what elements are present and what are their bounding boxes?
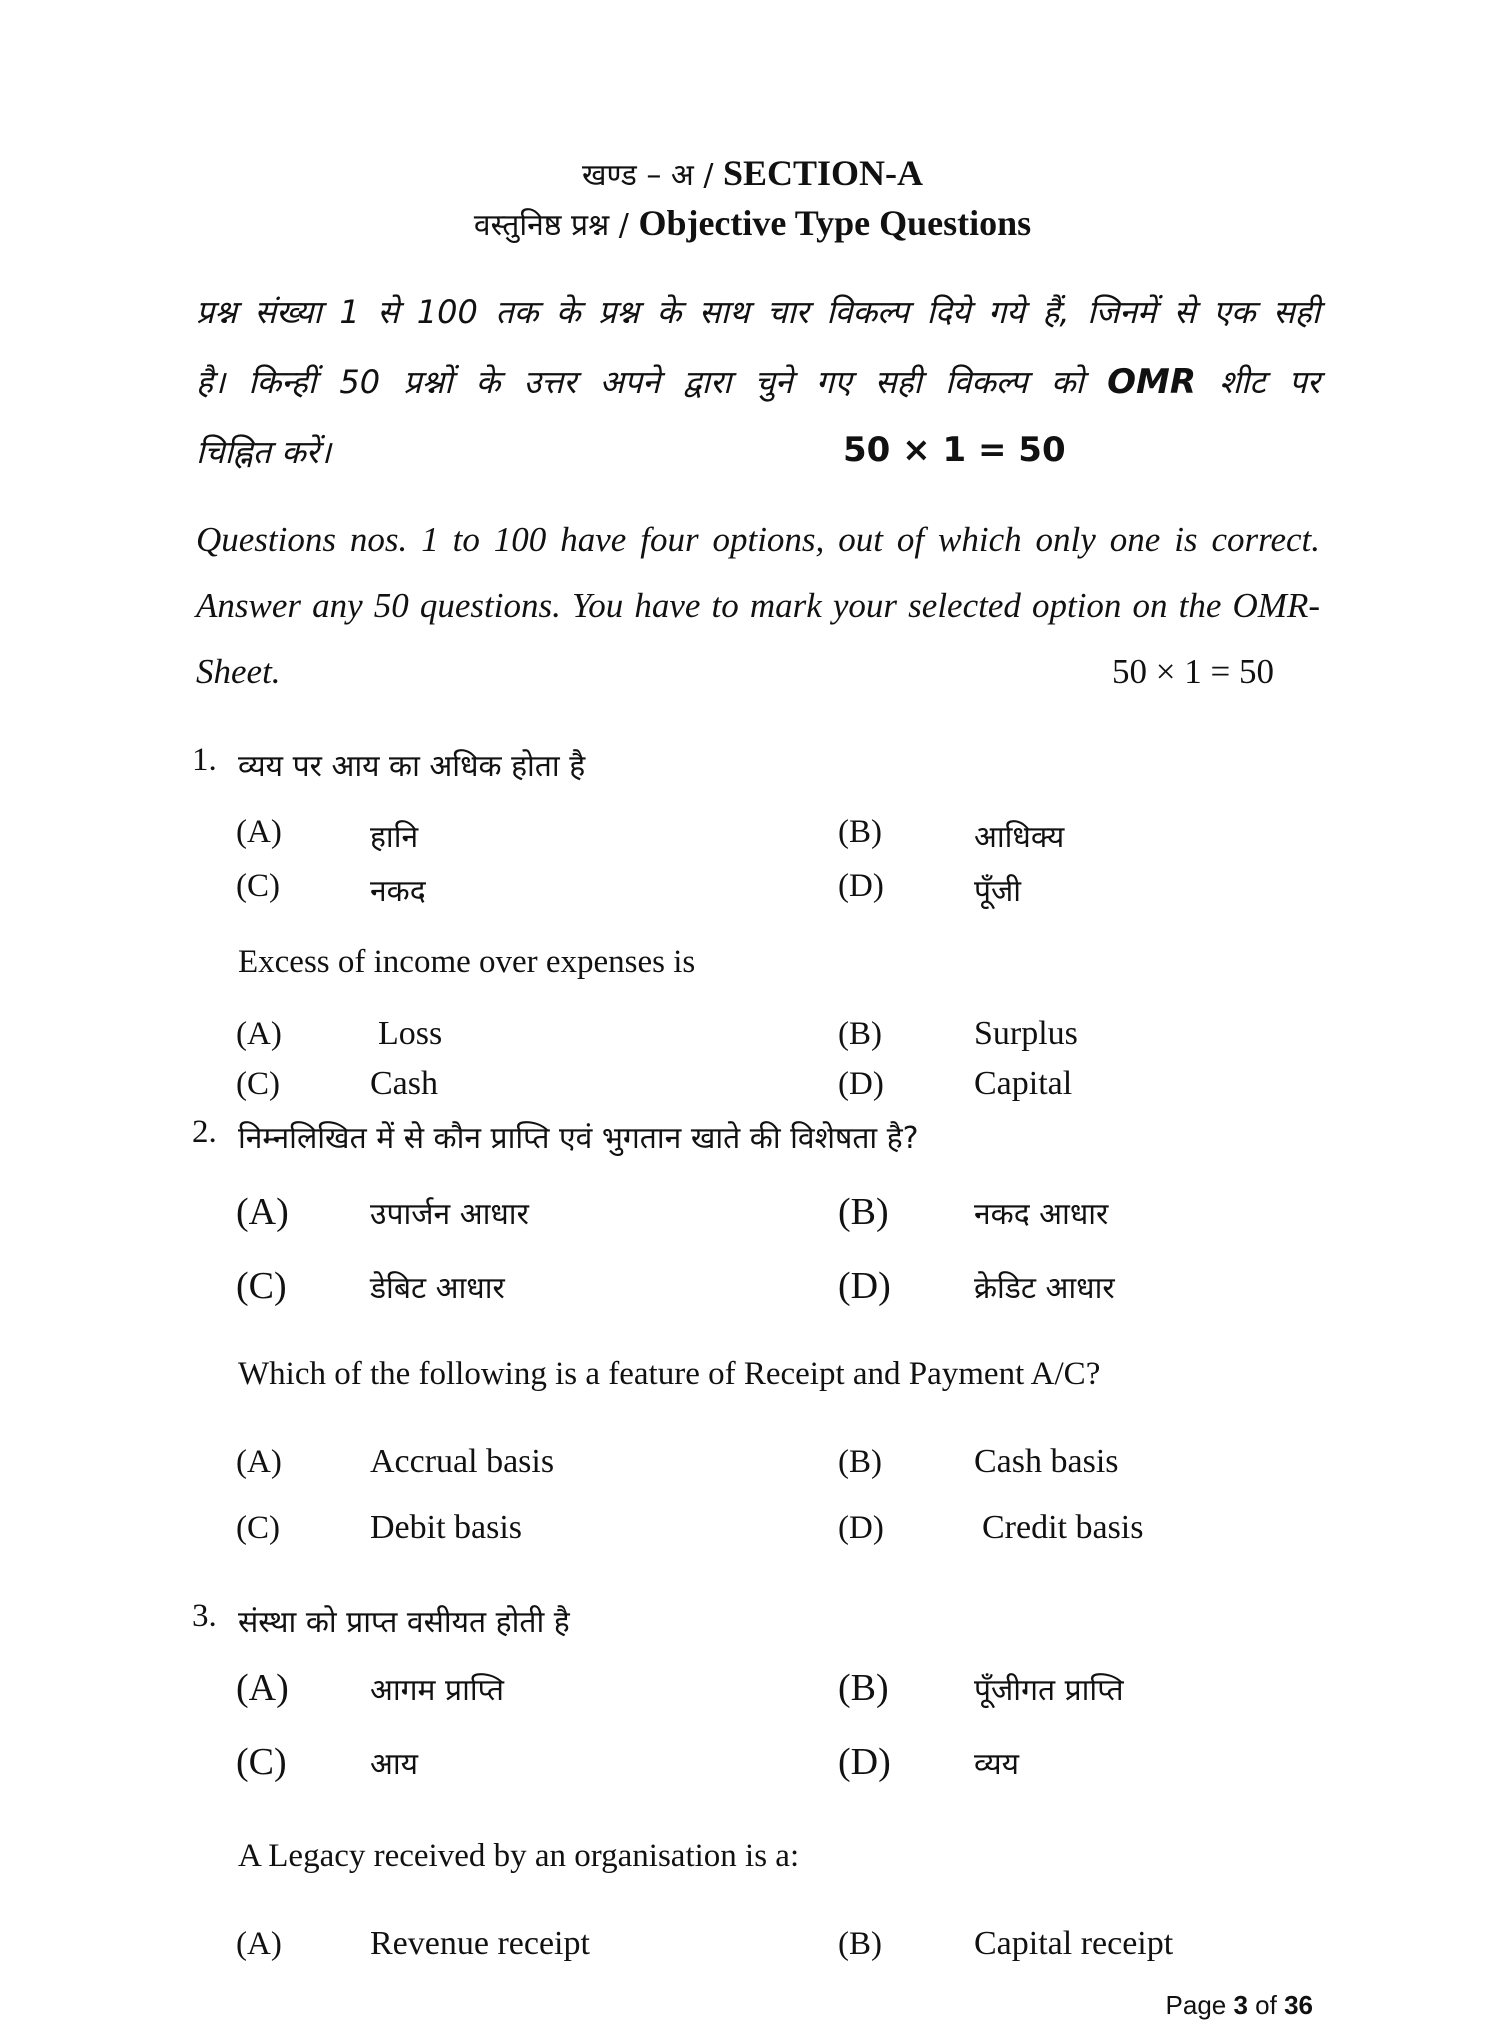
section-subheading-english: Objective Type Questions xyxy=(638,203,1032,243)
option-letter: (B) xyxy=(838,1926,882,1962)
option-text: Credit basis xyxy=(982,1509,1144,1546)
instructions-hindi-line-2-text: है। किन्हीं 50 प्रश्नों के उत्तर अपने द्वारा चुने गए सही विकल्प को xyxy=(196,363,1108,401)
option-letter: (A) xyxy=(236,1016,282,1052)
option-text: Capital receipt xyxy=(974,1925,1174,1962)
option-text: पूँजीगत प्राप्ति xyxy=(974,1673,1124,1708)
page-footer xyxy=(1166,1990,1313,2021)
option-text: आधिक्य xyxy=(974,820,1065,855)
option-letter: (D) xyxy=(838,1510,884,1546)
option-letter: (D) xyxy=(838,1741,891,1783)
page-number: 3 xyxy=(1233,1990,1248,2020)
option-letter: (B) xyxy=(838,1667,889,1709)
option-letter: (B) xyxy=(838,1016,882,1052)
instructions-english-line-2: Answer any 50 questions. You have to mark your selected option on the OMR- xyxy=(196,586,1320,625)
option-letter: (C) xyxy=(236,1741,287,1783)
question-text-hindi: निम्नलिखित में से कौन प्राप्ति एवं भुगतान खाते की विशेषता है? xyxy=(238,1121,919,1156)
option-text: आय xyxy=(370,1747,419,1782)
marks-hindi: 50 × 1 = 50 xyxy=(843,430,1066,470)
option-text: हानि xyxy=(370,820,419,855)
option-letter: (A) xyxy=(236,1444,282,1480)
option-text: डेबिट आधार xyxy=(370,1271,505,1306)
option-letter: (A) xyxy=(236,814,282,850)
option-text: Cash xyxy=(370,1065,438,1102)
question-number: 3. xyxy=(192,1598,217,1634)
page-label: Page xyxy=(1165,1990,1234,2020)
section-heading-english: SECTION-A xyxy=(722,153,924,193)
total-pages: 36 xyxy=(1284,1990,1313,2020)
option-letter: (D) xyxy=(838,1066,884,1102)
option-letter: (B) xyxy=(838,1191,889,1233)
question-text-english: A Legacy received by an organisation is a: xyxy=(238,1838,800,1874)
marks-english: 50 × 1 = 50 xyxy=(1112,652,1274,691)
section-heading-hindi: खण्ड – अ / xyxy=(581,158,723,193)
option-text: Revenue receipt xyxy=(370,1925,590,1962)
option-letter: (B) xyxy=(838,814,882,850)
instructions-hindi-line-1: प्रश्न संख्या 1 से 100 तक के प्रश्न के साथ चार विकल्प दिये गये हैं, जिनमें से एक सही xyxy=(196,293,1320,331)
option-letter: (D) xyxy=(838,1265,891,1307)
question-text-hindi: व्यय पर आय का अधिक होता है xyxy=(238,749,586,784)
instructions-english-line-3: Sheet. xyxy=(196,652,281,691)
question-text-hindi: संस्था को प्राप्त वसीयत होती है xyxy=(238,1605,570,1640)
option-letter: (D) xyxy=(838,868,884,904)
instructions-english-line-1: Questions nos. 1 to 100 have four options, out of which only one is correct. xyxy=(196,520,1320,559)
option-text: Surplus xyxy=(974,1015,1078,1052)
option-text: उपार्जन आधार xyxy=(370,1197,529,1232)
option-letter: (A) xyxy=(236,1191,289,1233)
instructions-hindi-line-2-end: शीट पर xyxy=(1196,363,1320,401)
option-letter: (C) xyxy=(236,1265,287,1307)
option-text: पूँजी xyxy=(974,874,1022,909)
section-subheading xyxy=(0,202,1505,244)
omr-label: OMR xyxy=(1107,362,1197,402)
option-text: आगम प्राप्ति xyxy=(370,1673,504,1708)
option-text: Loss xyxy=(378,1015,443,1052)
instructions-hindi-line-2 xyxy=(196,360,1320,403)
option-letter: (A) xyxy=(236,1926,282,1962)
option-letter: (C) xyxy=(236,1066,280,1102)
question-text-english: Which of the following is a feature of Receipt and Payment A/C? xyxy=(238,1356,1101,1392)
question-number: 1. xyxy=(192,742,217,778)
option-text: नकद आधार xyxy=(974,1197,1109,1232)
section-subheading-hindi: वस्तुनिष्ठ प्रश्न / xyxy=(473,208,639,243)
option-text: क्रेडिट आधार xyxy=(974,1271,1115,1306)
option-letter: (C) xyxy=(236,1510,280,1546)
option-text: Accrual basis xyxy=(370,1443,555,1480)
option-letter: (B) xyxy=(838,1444,882,1480)
option-text: Capital xyxy=(974,1065,1073,1102)
option-text: नकद xyxy=(370,874,426,909)
option-letter: (C) xyxy=(236,868,280,904)
question-number: 2. xyxy=(192,1114,217,1150)
option-text: Cash basis xyxy=(974,1443,1119,1480)
option-text: व्यय xyxy=(974,1747,1020,1782)
question-text-english: Excess of income over expenses is xyxy=(238,944,696,980)
option-text: Debit basis xyxy=(370,1509,523,1546)
instructions-hindi-line-3: चिह्नित करें। xyxy=(196,433,332,471)
section-heading xyxy=(0,152,1505,194)
of-label: of xyxy=(1247,1990,1285,2020)
option-letter: (A) xyxy=(236,1667,289,1709)
